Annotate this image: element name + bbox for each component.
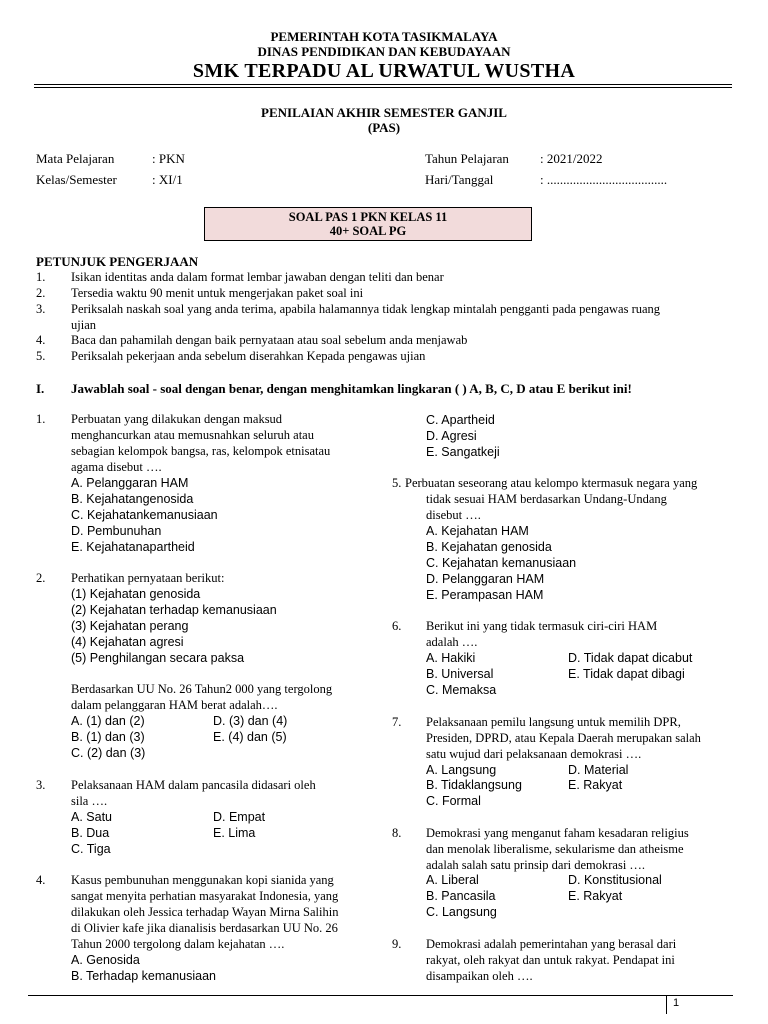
question-text: disampaikan oleh …. bbox=[426, 969, 533, 983]
year-value: : 2021/2022 bbox=[540, 151, 603, 166]
answer-option: D. Tidak dapat dicabut bbox=[568, 651, 693, 665]
answer-option: A. Kejahatan HAM bbox=[426, 524, 529, 538]
subject-label: Mata Pelajaran bbox=[36, 151, 115, 166]
section-instruction: Jawablah soal - soal dengan benar, dengan menghitamkan lingkaran ( ) A, B, C, D atau E berikut ini! bbox=[71, 381, 632, 396]
question-text: dilakukan oleh Jessica terhadap Wayan Mirna Salihin bbox=[71, 905, 339, 919]
answer-option: E. Rakyat bbox=[568, 778, 623, 792]
statement-item: (2) Kejahatan terhadap kemanusiaan bbox=[71, 603, 277, 617]
instruction-text: ujian bbox=[71, 318, 96, 332]
question-text: Berikut ini yang tidak termasuk ciri-ciri HAM bbox=[426, 619, 658, 633]
department-header: DINAS PENDIDIKAN DAN KEBUDAYAAN bbox=[257, 44, 511, 59]
date-value: : ..................................... bbox=[540, 172, 668, 187]
footer-rule bbox=[28, 995, 666, 996]
statement-item: (4) Kejahatan agresi bbox=[71, 635, 184, 649]
answer-option: E. Perampasan HAM bbox=[426, 588, 544, 602]
question-text: Perbuatan seseorang atau kelompo ktermasuk negara yang bbox=[405, 476, 698, 490]
question-number: 3. bbox=[36, 778, 46, 792]
class-value: : XI/1 bbox=[152, 172, 183, 187]
question-number: 2. bbox=[36, 571, 46, 585]
answer-option: D. Empat bbox=[213, 810, 266, 824]
government-header: PEMERINTAH KOTA TASIKMALAYA bbox=[270, 29, 498, 44]
answer-option: B. Terhadap kemanusiaan bbox=[71, 969, 217, 983]
question-text: dan menolak liberalisme, sekularisme dan atheisme bbox=[426, 842, 684, 856]
question-text: tidak sesuai HAM berdasarkan Undang-Undang bbox=[426, 492, 667, 506]
instruction-num: 5. bbox=[36, 349, 46, 363]
question-text: Kasus pembunuhan menggunakan kopi sianida yang bbox=[71, 873, 334, 887]
answer-option: A. Satu bbox=[71, 810, 112, 824]
answer-option: C. Kejahatan kemanusiaan bbox=[426, 556, 577, 570]
question-number: 6. bbox=[392, 619, 402, 633]
header-rule-thick bbox=[34, 84, 732, 85]
answer-option: C. Langsung bbox=[426, 905, 497, 919]
class-label: Kelas/Semester bbox=[36, 172, 117, 187]
question-number: 7. bbox=[392, 715, 402, 729]
year-label: Tahun Pelajaran bbox=[425, 151, 509, 166]
instructions-title: PETUNJUK PENGERJAAN bbox=[36, 254, 199, 269]
banner-line-1: SOAL PAS 1 PKN KELAS 11 bbox=[288, 210, 448, 224]
answer-option: B. Pancasila bbox=[426, 889, 496, 903]
school-name: SMK TERPADU AL URWATUL WUSTHA bbox=[192, 60, 576, 82]
answer-option: C. Tiga bbox=[71, 842, 111, 856]
exam-banner bbox=[204, 207, 532, 241]
answer-option: B. Universal bbox=[426, 667, 494, 681]
question-text: menghancurkan atau memusnahkan seluruh atau bbox=[71, 428, 314, 442]
section-number: I. bbox=[36, 381, 45, 396]
statement-item: (1) Kejahatan genosida bbox=[71, 587, 201, 601]
answer-option: C. Formal bbox=[426, 794, 481, 808]
answer-option: D. Pembunuhan bbox=[71, 524, 162, 538]
answer-option: E. Lima bbox=[213, 826, 256, 840]
instruction-text: Tersedia waktu 90 menit untuk mengerjakan paket soal ini bbox=[71, 286, 364, 300]
answer-option: A. Liberal bbox=[426, 873, 479, 887]
instruction-text: Baca dan pahamilah dengan baik pernyataan atau soal sebelum anda menjawab bbox=[71, 333, 468, 347]
answer-option: A. Hakiki bbox=[426, 651, 476, 665]
answer-option: B. Tidaklangsung bbox=[426, 778, 522, 792]
answer-option: C. Memaksa bbox=[426, 683, 497, 697]
question-text: rakyat, oleh rakyat dan untuk rakyat. Pendapat ini bbox=[426, 953, 675, 967]
instruction-num: 1. bbox=[36, 270, 46, 284]
answer-option: E. Kejahatanapartheid bbox=[71, 540, 195, 554]
question-text: Tahun 2000 tergolong dalam kejahatan …. bbox=[71, 937, 285, 951]
answer-option: C. (2) dan (3) bbox=[71, 746, 146, 760]
question-number: 5. bbox=[392, 476, 402, 490]
date-label: Hari/Tanggal bbox=[425, 172, 494, 187]
answer-option: C. Apartheid bbox=[426, 413, 495, 427]
answer-option: D. (3) dan (4) bbox=[213, 714, 288, 728]
answer-option: D. Material bbox=[568, 763, 629, 777]
question-text: Pelaksanaan pemilu langsung untuk memilih DPR, bbox=[426, 715, 681, 729]
question-text: Demokrasi yang menganut faham kesadaran religius bbox=[426, 826, 689, 840]
question-number: 8. bbox=[392, 826, 402, 840]
answer-option: D. Pelanggaran HAM bbox=[426, 572, 545, 586]
question-text: Pelaksanaan HAM dalam pancasila didasari oleh bbox=[71, 778, 316, 792]
subject-value: : PKN bbox=[152, 151, 185, 166]
question-text: Perbuatan yang dilakukan dengan maksud bbox=[71, 412, 283, 426]
banner-line-2: 40+ SOAL PG bbox=[329, 224, 407, 238]
question-text: disebut …. bbox=[426, 508, 481, 522]
answer-option: A. Langsung bbox=[426, 763, 497, 777]
instruction-num: 4. bbox=[36, 333, 46, 347]
statement-item: (3) Kejahatan perang bbox=[71, 619, 189, 633]
question-text: dalam pelanggaran HAM berat adalah…. bbox=[71, 698, 278, 712]
answer-option: B. Dua bbox=[71, 826, 110, 840]
answer-option: B. Kejahatan genosida bbox=[426, 540, 552, 554]
answer-option: A. Pelanggaran HAM bbox=[71, 476, 189, 490]
statement-item: (5) Penghilangan secara paksa bbox=[71, 651, 245, 665]
question-text: Berdasarkan UU No. 26 Tahun2 000 yang tergolong bbox=[71, 682, 333, 696]
exam-subtitle: (PAS) bbox=[367, 120, 401, 135]
question-text: sebagian kelompok bangsa, ras, kelompok etnisatau bbox=[71, 444, 331, 458]
header-rule-thin bbox=[34, 87, 732, 88]
instruction-text: Isikan identitas anda dalam format lembar jawaban dengan teliti dan benar bbox=[71, 270, 444, 284]
question-text: satu wujud dari pelaksanaan demokrasi …. bbox=[426, 747, 642, 761]
question-text: agama disebut …. bbox=[71, 460, 162, 474]
question-text: Demokrasi adalah pemerintahan yang berasal dari bbox=[426, 937, 677, 951]
exam-title: PENILAIAN AKHIR SEMESTER GANJIL bbox=[261, 105, 507, 120]
instruction-num: 2. bbox=[36, 286, 46, 300]
answer-option: B. Kejahatangenosida bbox=[71, 492, 194, 506]
answer-option: E. Sangatkeji bbox=[426, 445, 500, 459]
answer-option: B. (1) dan (3) bbox=[71, 730, 145, 744]
instruction-text: Periksalah pekerjaan anda sebelum diserahkan Kepada pengawas ujian bbox=[71, 349, 426, 363]
question-text: di Olivier kafe jika dianalisis berdasarkan UU No. 26 bbox=[71, 921, 338, 935]
question-text: Perhatikan pernyataan berikut: bbox=[71, 571, 225, 585]
answer-option: A. (1) dan (2) bbox=[71, 714, 145, 728]
instruction-text: Periksalah naskah soal yang anda terima, apabila halamannya tidak lengkap mintalah pengganti pada pengawas ruang bbox=[71, 302, 661, 316]
question-number: 4. bbox=[36, 873, 46, 887]
question-text: adalah salah satu prinsip dari demokrasi …. bbox=[426, 858, 646, 872]
page-number: 1 bbox=[673, 997, 680, 1009]
question-text: adalah …. bbox=[426, 635, 478, 649]
answer-option: D. Konstitusional bbox=[568, 873, 662, 887]
question-text: sangat menyita perhatian masyarakat Indonesia, yang bbox=[71, 889, 339, 903]
instruction-num: 3. bbox=[36, 302, 46, 316]
answer-option: E. Rakyat bbox=[568, 889, 623, 903]
answer-option: D. Agresi bbox=[426, 429, 477, 443]
question-text: Presiden, DPRD, atau Kepala Daerah merupakan salah bbox=[426, 731, 701, 745]
answer-option: C. Kejahatankemanusiaan bbox=[71, 508, 218, 522]
question-number: 9. bbox=[392, 937, 402, 951]
question-number: 1. bbox=[36, 412, 46, 426]
answer-option: E. Tidak dapat dibagi bbox=[568, 667, 685, 681]
question-text: sila …. bbox=[71, 794, 108, 808]
answer-option: A. Genosida bbox=[71, 953, 140, 967]
answer-option: E. (4) dan (5) bbox=[213, 730, 287, 744]
